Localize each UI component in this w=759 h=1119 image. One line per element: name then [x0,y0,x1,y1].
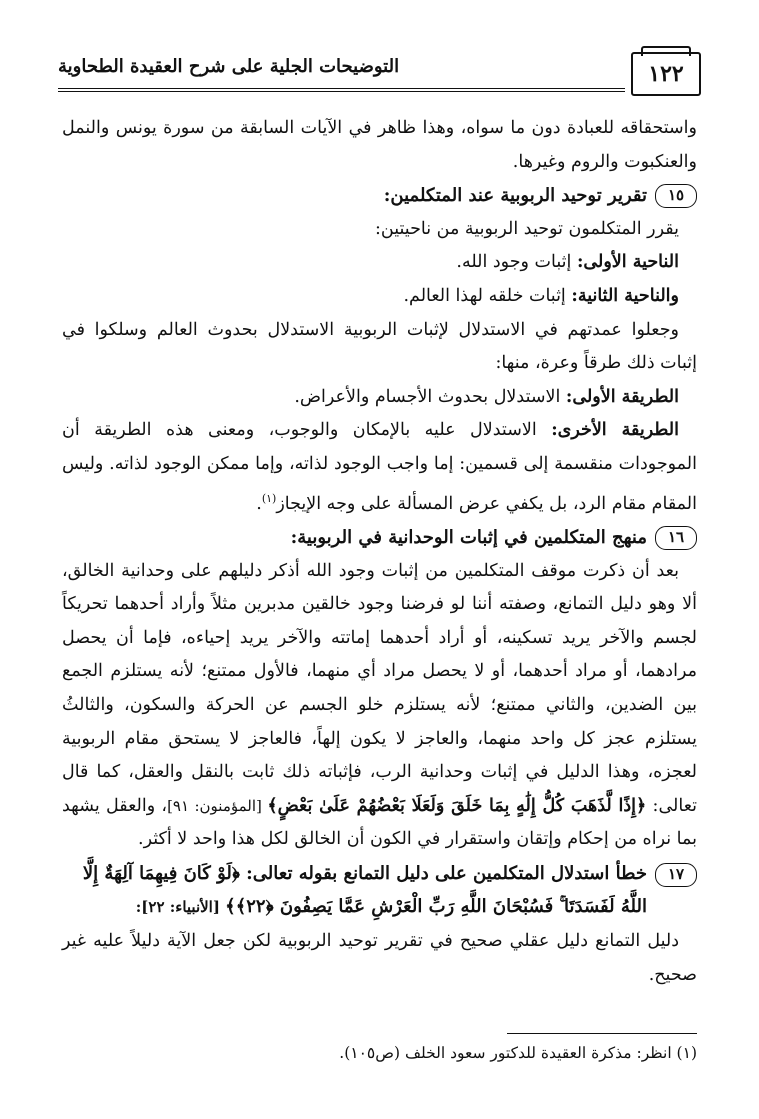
page-body [62,112,697,992]
paragraph-9: دليل التمانع دليل عقلي صحيح في تقرير توحيد الربوبية لكن جعل الآية دليلاً عليه غير صحيح. [62,931,697,985]
running-title: التوضيحات الجلية على شرح العقيدة الطحاوية [58,56,400,77]
term-label: الطريقة الأولى: [565,386,679,407]
page-header [58,50,701,96]
paragraph-text: بعد أن ذكرت موقف المتكلمين من إثبات وجود الله أذكر دليلهم على وحدانية الخالق، ألا وهو دليل التمانع، وصفته أننا لو فرضنا وجود خالقين مدبرين مثلاً وأراد أحدهما تحريكاً لجسم والآخر يريد تسكينه، أو أراد أحدهما إماتته والآخر يريد إحياءه، فإما أن يحصل مرادهما، أو مراد أحدهما، أو لا يحصل مراد أي منهما، فالأول ممتنع؛ لأنه يستلزم الجمع بين الضدين، والثاني ممتنع؛ لأنه يستلزم خلو الجسم عن الحركة والسكون، والثالثُ يستلزم عجز كل واحد منهما، والعاجز لا يكون إلهاً، فالعاجز لا يستحق مقام الربوبية لعجزه، وهذا الدليل في إثبات وحدانية الرب، فإثباته ذلك ثابت بالنقل والعقل، كما قال تعالى: [62,560,698,816]
footnote: (١) انظر: مذكرة العقيدة للدكتور سعود الخلف (ص١٠٥). [339,1044,697,1062]
section-title: خطأ استدلال المتكلمين على دليل التمانع بقوله تعالى: [239,862,647,884]
term-label: والناحية الثانية: [571,285,679,306]
paragraph-7 [62,414,697,521]
term-text: الاستدلال بحدوث الأجسام والأعراض. [294,386,566,407]
paragraph-8 [62,555,697,857]
paragraph-2: يقرر المتكلمون توحيد الربوبية من ناحيتين: [375,218,679,239]
footnote-rule [507,1033,697,1034]
section-number: ١٦ [655,526,697,550]
section-17-heading [62,857,697,925]
page-number: ١٢٢ [631,52,701,96]
section-title: منهج المتكلمين في إثبات الوحدانية في الربوبية: [290,526,647,548]
term-text: الاستدلال عليه بالإمكان والوجوب، ومعنى هذه الطريقة أن الموجودات منقسمة إلى قسمين: إما واجب الوجود لذاته، وإما ممكن الوجود لذاته. وليس المقام مقام الرد، بل يكفي عرض المسألة على وجه الإيجاز [62,420,697,514]
verse-citation: [الأنبياء: ٢٢]: [135,898,226,917]
section-15-heading [62,179,697,213]
paragraph-5: وجعلوا عمدتهم في الاستدلال لإثبات الربوبية الاستدلال بحدوث العالم وسلكوا في إثبات ذلك طرقاً وعرة، منها: [62,319,697,374]
paragraph-4 [62,280,697,314]
sentence-end: . [256,493,262,514]
section-16-heading [62,521,697,555]
header-rule [58,88,625,92]
paragraph-3 [62,246,697,280]
term-label: الناحية الأولى: [576,252,679,273]
section-number: ١٧ [655,863,697,887]
footnote-ref: (١) [261,491,277,505]
section-title: تقرير توحيد الربوبية عند المتكلمين: [383,185,647,207]
paragraph-text: ، والعقل يشهد بما نراه من إحكام وإتقان واستقرار في الكون أن الخالق لكل هذا واحد لا أكثر. [62,795,697,850]
term-text: إثبات وجود الله. [456,252,577,273]
section-title-group [62,857,647,925]
paragraph-6 [62,381,697,415]
paragraph-1: واستحقاقه للعبادة دون ما سواه، وهذا ظاهر في الآيات السابقة من سورة يونس والنمل والعنكبوت والروم وغيرها. [62,118,697,172]
quran-verse: ﴿إِذًا لَّذَهَبَ كُلُّ إِلَٰهٍ بِمَا خَلَقَ وَلَعَلَا بَعْضُهُمْ عَلَىٰ بَعْضٍ﴾ [267,795,647,816]
quran-verse: ﴿لَوْ كَانَ فِيهِمَا آلِهَةٌ إِلَّا اللَّهُ لَفَسَدَتَا ۚ فَسُبْحَانَ اللَّهِ رَبِّ الْعَرْشِ عَمَّا يَصِفُونَ ﴿٢٢﴾﴾ [82,862,647,918]
term-label: الطريقة الأخرى: [551,420,679,441]
verse-citation: [المؤمنون: ٩١] [167,796,268,815]
term-text: إثبات خلقه لهذا العالم. [403,285,572,306]
section-number: ١٥ [655,184,697,208]
